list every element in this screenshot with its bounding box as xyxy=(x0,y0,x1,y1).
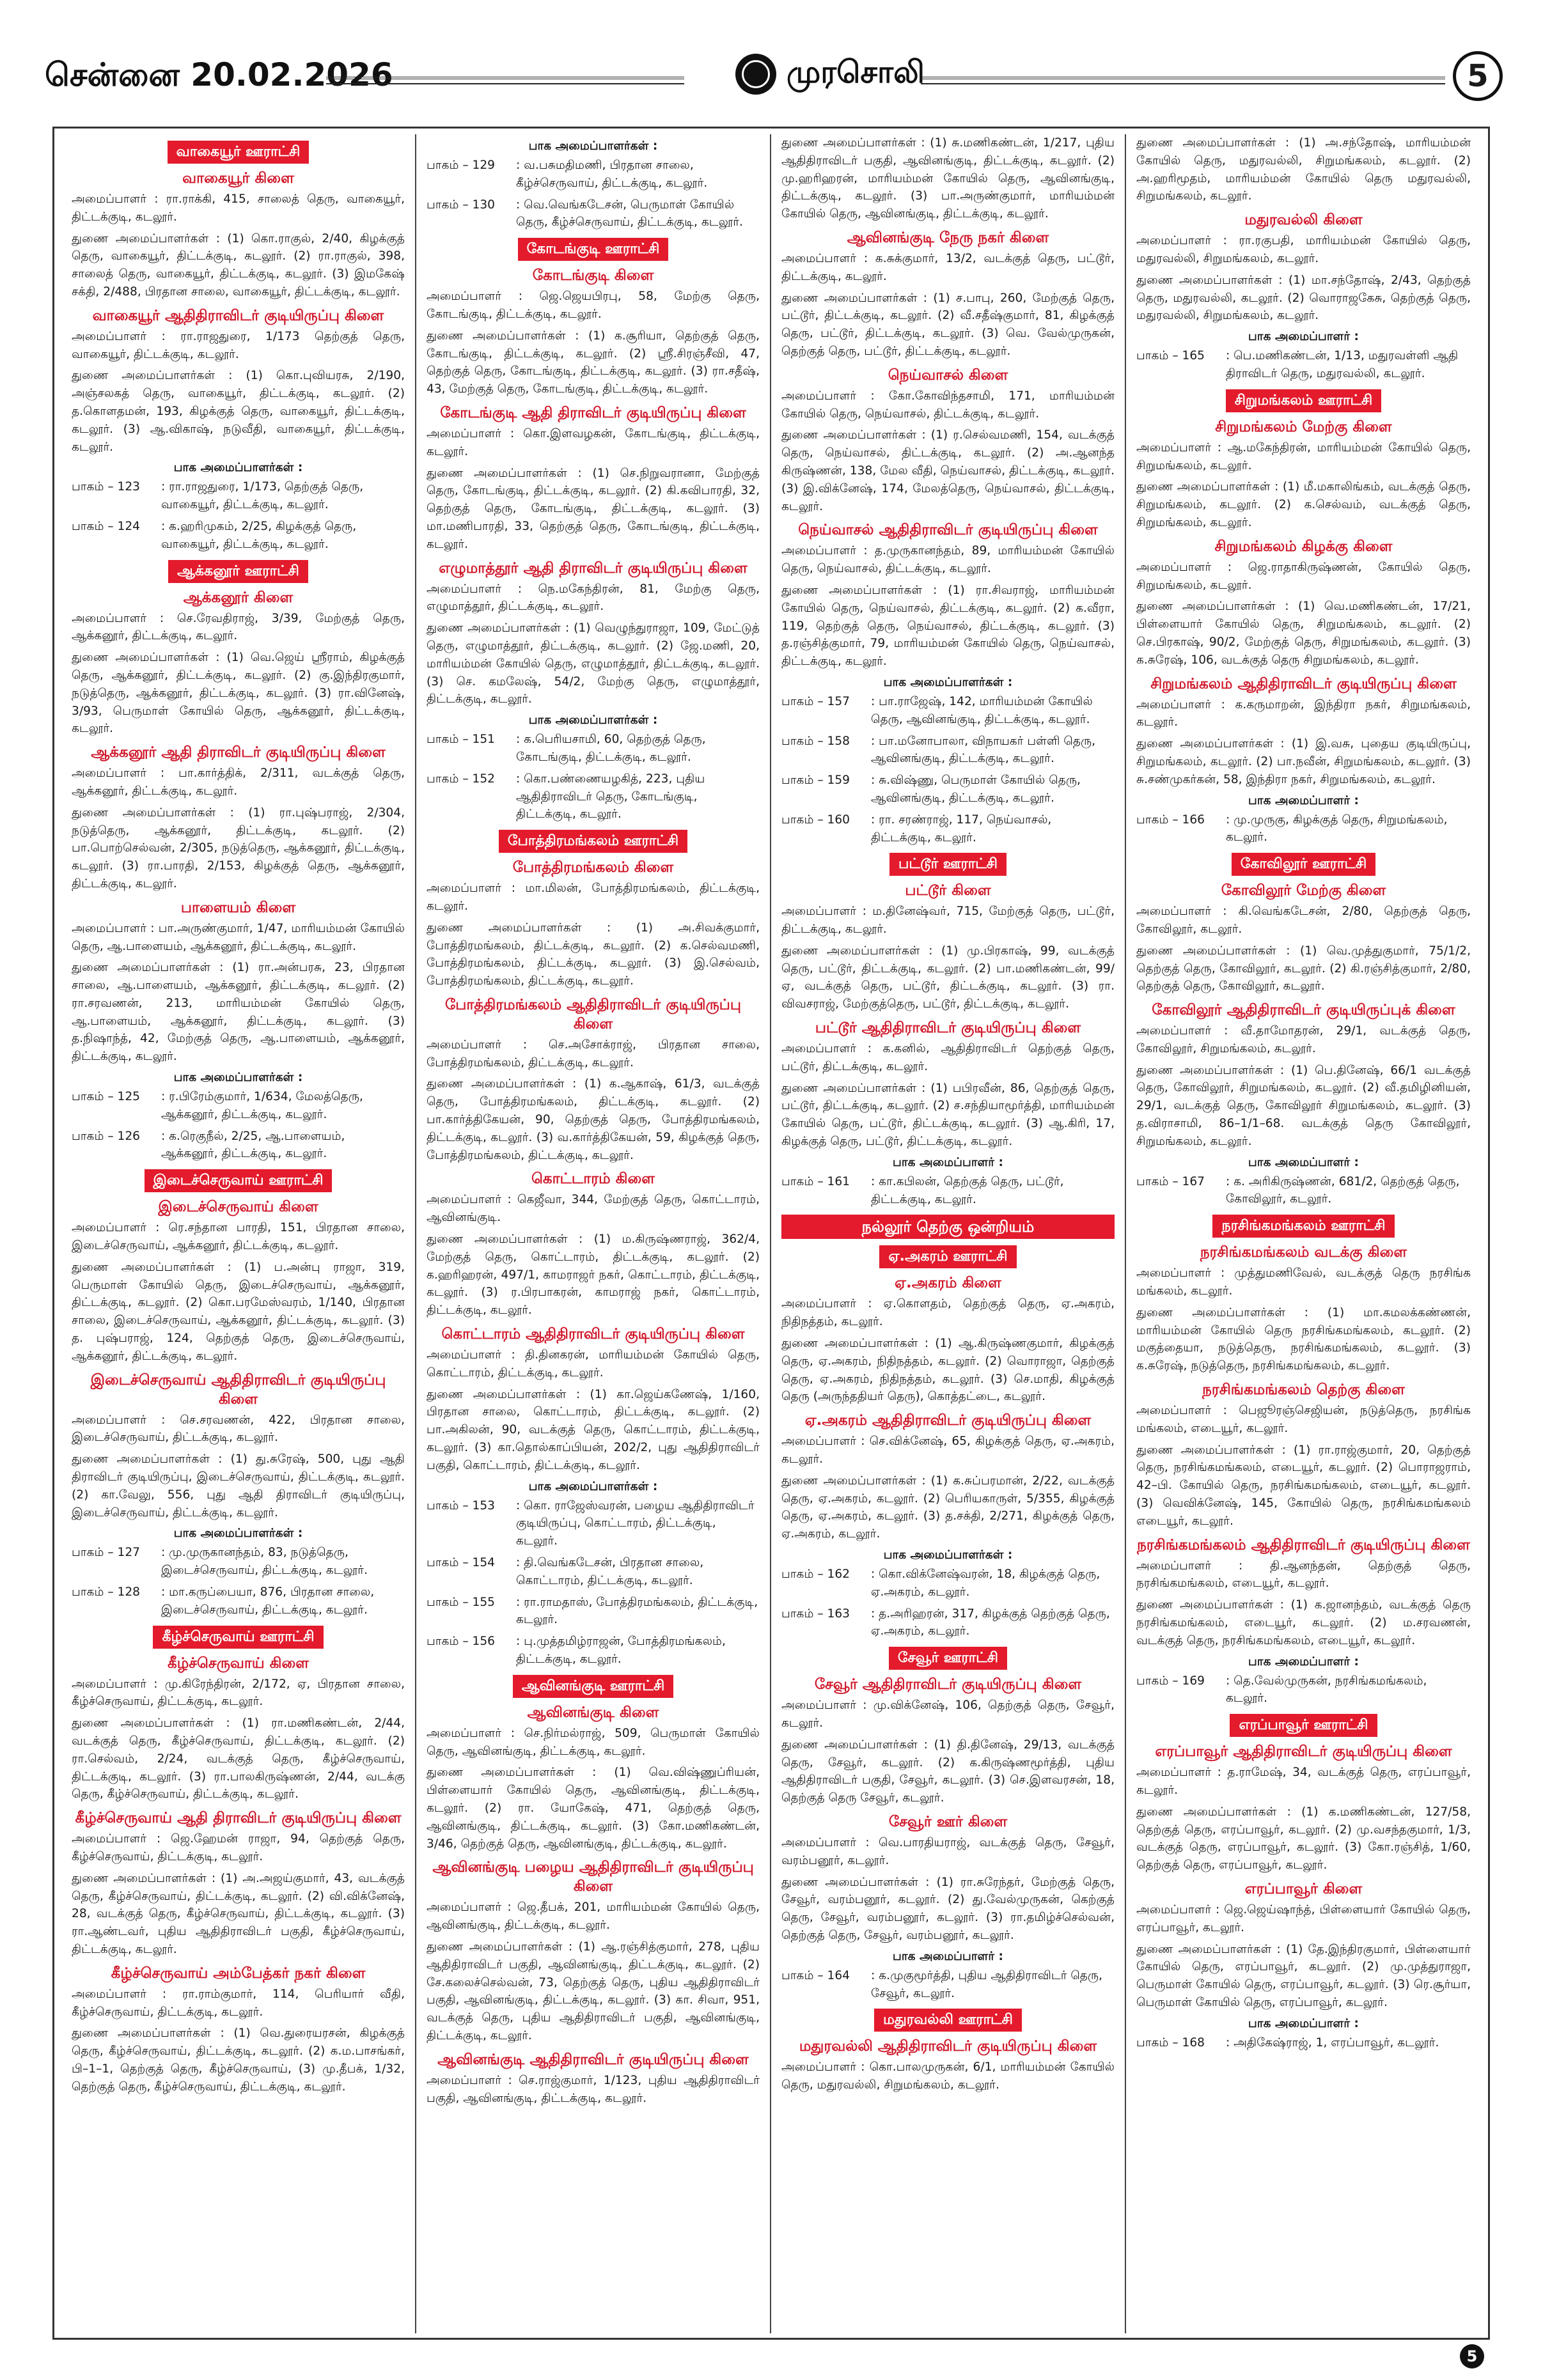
booth-subheading: பாக அமைப்பாளர் : xyxy=(1248,2016,1359,2030)
banner-label: போத்திரமங்கலம் ஊராட்சி xyxy=(499,830,687,853)
listing-paragraph: துணை அமைப்பாளர்கள் : (1) ரா.மணிகண்டன், 2/44, வடக்குத் தெரு, கீழ்ச்செருவாய், திட்டக்குடி, கடலூர். (2) ரா.செல்வம், 2/24, வடக்குத் தெரு, கீழ்ச்செருவாய், திட்டக்குடி, கடலூர். (3) ரா.பாலகிருஷ்ணன், 2/44, வடக்கு தெரு, கீழ்ச்செருவாய், திட்டக்குடி, கடலூர். xyxy=(72,1716,405,1801)
panchayat-banner xyxy=(72,560,405,583)
booth-number: பாகம் – 160 xyxy=(781,813,850,827)
listing-paragraph: துணை அமைப்பாளர்கள் : (1) ரா.புஷ்பராஜ், 2/304, நடுத்தெரு, ஆக்கனூர், திட்டக்குடி, கடலூர். (2) பா.பொற்செல்வன், 2/305, நடுத்தெரு, ஆக்கனூர், திட்டக்குடி, கடலூர். (3) ரா.பாரதி, 2/153, கிழக்குத் தெரு, ஆக்கனூர், திட்டக்குடி, கடலூர். xyxy=(72,805,405,891)
booth-text: : ரா.ராஜதுரை, 1/173, தெற்குத் தெரு, வாகையூர், திட்டக்குடி, கடலூர். xyxy=(161,480,364,512)
branch-heading: ஆவினங்குடி ஆதிதிராவிடர் குடியிருப்பு கிளை xyxy=(437,2051,749,2068)
city-date: சென்னை 20.02.2026 xyxy=(45,56,393,93)
branch-heading: நெய்வாசல் கிளை xyxy=(888,366,1008,384)
booth-number: பாகம் – 166 xyxy=(1136,813,1205,827)
listing-paragraph: அமைப்பாளர் : செ.நிர்மல்ராஜ், 509, பெருமாள் கோயில் தெரு, ஆவினங்குடி, திட்டக்குடி, கடலூர். xyxy=(427,1726,760,1758)
booth-number: பாகம் – 128 xyxy=(72,1585,141,1599)
listing-paragraph: துணை அமைப்பாளர்கள் : (1) வெ.துரையரசன், கிழக்குத் தெரு, கீழ்ச்செருவாய், திட்டக்குடி, கடலூர். (2) க.ம.பாசங்கர், பி–1–1, தெற்குத் தெரு, கீழ்ச்செருவாய், (3) மு.தீபக், 1/32, தெற்குத் தெரு, கீழ்ச்செருவாய், திட்டக்குடி, கடலூர். xyxy=(72,2026,405,2094)
banner-label: ஏ.அகரம் ஊராட்சி xyxy=(879,1245,1016,1268)
panchayat-banner xyxy=(72,1626,405,1649)
listing-paragraph: துணை அமைப்பாளர்கள் : (1) செ.நிறுவரானா, மேற்குத் தெரு, கோடங்குடி, திட்டக்குடி, கடலூர். (2) கி.கவிபாரதி, 32, தெற்குத் தெரு, கோடங்குடி, திட்டக்குடி, கடலூர். (3) மா.மணிபாரதி, 33, தெற்குத் தெரு, கோடங்குடி, திட்டக்குடி, கடலூர். xyxy=(427,466,760,551)
booth-number: பாகம் – 169 xyxy=(1136,1674,1205,1688)
listing-paragraph: அமைப்பாளர் : வீ.தாமோதரன், 29/1, வடக்குத் தெரு, கோவிலூர், சிறுமங்கலம், கடலூர். xyxy=(1136,1024,1471,1055)
branch-heading: எரப்பாவூர் கிளை xyxy=(1244,1880,1363,1897)
listing-paragraph: அமைப்பாளர் : கெஜீவா, 344, மேற்குத் தெரு, கொட்டாரம், ஆவினங்குடி. xyxy=(427,1193,760,1225)
booth-entry xyxy=(72,1128,405,1163)
listing-paragraph: அமைப்பாளர் : ம.தினேஷ்வர், 715, மேற்குத் தெரு, பட்டூர், திட்டக்குடி, கடலூர். xyxy=(781,905,1115,937)
branch-heading: கோவிலூர் மேற்கு கிளை xyxy=(1221,882,1386,899)
listing-paragraph: துணை அமைப்பாளர்கள் : (1) ர.செல்வமணி, 154, வடக்குத் தெரு, நெய்வாசல், திட்டக்குடி, கடலூர். (2) அ.ஆனந்த கிருஷ்ணன், 138, மேல வீதி, நெய்வாசல், திட்டக்குடி, கடலூர். (3) இ.விக்னேஷ், 174, மேலத்தெரு, நெய்வாசல், திட்டக்குடி, கடலூர். xyxy=(781,428,1115,513)
branch-heading: பட்டூர் கிளை xyxy=(905,882,991,899)
listing-paragraph: அமைப்பாளர் : பெஜூரஞ்செஜியன், நடுத்தெரு, நரசிங்க மங்கலம், எடையூர், கடலூர். xyxy=(1136,1404,1471,1435)
booth-entry xyxy=(427,196,760,232)
booth-entry xyxy=(72,1544,405,1580)
booth-text: : வெ.வெங்கடேசன், பெருமாள் கோயில் தெரு, கீழ்ச்செருவாய், திட்டக்குடி, கடலூர். xyxy=(516,198,743,229)
booth-text: : கொ.பண்ணையழகித், 223, புதிய ஆதிதிராவிடர் தெரு, கோடங்குடி, திட்டக்குடி, கடலூர். xyxy=(516,772,705,821)
listing-paragraph: அமைப்பாளர் : பா.கார்த்திக், 2/311, வடக்குத் தெரு, ஆக்கனூர், திட்டக்குடி, கடலூர். xyxy=(72,766,405,798)
booth-entry xyxy=(781,693,1115,729)
booth-text: : பா.ராஜேஷ், 142, மாரியம்மன் கோயில் தெரு, ஆவினங்குடி, திட்டக்குடி, கடலூர். xyxy=(871,694,1093,726)
listing-paragraph: அமைப்பாளர் : ஜெ.ராதாகிருஷ்ணன், கோயில் தெரு, சிறுமங்கலம், கடலூர். xyxy=(1136,560,1471,592)
listing-paragraph: அமைப்பாளர் : க.சுக்குமார், 13/2, வடக்குத் தெரு, பட்டூர், திட்டக்குடி, கடலூர். xyxy=(781,251,1115,283)
listing-paragraph: துணை அமைப்பாளர்கள் : (1) ஆ.ரஞ்சித்குமார், 278, புதிய ஆதிதிராவிடர் பகுதி, ஆவினங்குடி, திட்டக்குடி, கடலூர். (2) சே.கலைச்செல்வன், 73, தெற்குத் தெரு, புதிய ஆதிதிராவிடர் பகுதி, ஆவினங்குடி, திட்டக்குடி, கடலூர். (3) கா. சிவா, 951, வடக்குத் தெரு, புதிய ஆதிதிராவிடர் பகுதி, ஆவினங்குடி, திட்டக்குடி, கடலூர். xyxy=(427,1940,760,2042)
booth-entry xyxy=(427,731,760,766)
branch-heading: கொட்டாரம் கிளை xyxy=(531,1171,655,1188)
booth-number: பாகம் – 157 xyxy=(781,694,850,708)
banner-label: நல்லூர் தெற்கு ஒன்றியம் xyxy=(781,1215,1115,1239)
panchayat-banner xyxy=(781,853,1115,876)
booth-entry xyxy=(72,518,405,554)
listing-paragraph: துணை அமைப்பாளர்கள் : (1) சு.மணிகண்டன், 1/217, புதிய ஆதிதிராவிடர் பகுதி, ஆவினங்குடி, திட்டக்குடி, கடலூர். (2) மு.ஹரிஹரன், மாரியம்மன் கோயில் தெரு, ஆவினங்குடி, திட்டக்குடி, கடலூர். (3) பா.அருண்குமார், மாரியம்மன் கோயில் தெரு, ஆவினங்குடி, திட்டக்குடி, கடலூர். xyxy=(781,136,1115,221)
booth-number: பாகம் – 125 xyxy=(72,1090,141,1104)
listing-paragraph: அமைப்பாளர் : ஏ.கொளதம், தெற்குத் தெரு, ஏ.அகரம், நிதிநத்தம், கடலூர். xyxy=(781,1297,1115,1329)
booth-entry xyxy=(72,478,405,514)
booth-number: பாகம் – 168 xyxy=(1136,2035,1205,2049)
booth-text: : சு.விஷ்ணு, பெருமாள் கோயில் தெரு, ஆவினங்குடி, திட்டக்குடி, கடலூர். xyxy=(871,774,1081,805)
booth-subheading: பாக அமைப்பாளர்கள் : xyxy=(528,1479,658,1493)
listing-paragraph: துணை அமைப்பாளர்கள் : (1) கா.ஜெய்கணேஷ், 1/160, பிரதான சாலை, கொட்டாரம், திட்டக்குடி, கடலூர். (2) பா.அகிலன், 90, வடக்குத் தெரு, கொட்டாரம், திட்டக்குடி, கடலூர். (3) கா.தொல்காப்பியன், 202/2, புது ஆதிதிராவிடர் பகுதி, கொட்டாரம், திட்டக்குடி, கடலூர். xyxy=(427,1387,760,1472)
branch-heading: கோடங்குடி கிளை xyxy=(532,267,654,284)
banner-label: கீழ்ச்செருவாய் ஊராட்சி xyxy=(153,1626,323,1649)
booth-number: பாகம் – 130 xyxy=(427,198,496,212)
branch-heading: கீழ்ச்செருவாய் ஆதி திராவிடர் குடியிருப்பு கிளை xyxy=(75,1810,402,1827)
booth-text: : கா.கபிலன், தெற்குத் தெரு, பட்டூர், திட்டக்குடி, கடலூர். xyxy=(871,1174,1064,1206)
banner-label: வாகையூர் ஊராட்சி xyxy=(168,141,309,164)
listing-paragraph: அமைப்பாளர் : பா.அருண்குமார், 1/47, மாரியம்மன் கோயில் தெரு, ஆ.பாளையம், ஆக்கனூர், திட்டக்குடி, கடலூர். xyxy=(72,921,405,953)
banner-label: ஆக்கனூர் ஊராட்சி xyxy=(168,560,308,583)
booth-text: : பு.முத்தமிழ்ராஜன், போத்திரமங்கலம், திட்டக்குடி, கடலூர். xyxy=(516,1635,726,1666)
listing-paragraph: துணை அமைப்பாளர்கள் : (1) மா.கமலக்கண்ணன், மாரியம்மன் கோயில் தெரு நரசிங்கமங்கலம், கடலூர். (2) மகுத்தையா, நடுத்தெரு, நரசிங்கமங்கலம், கடலூர். (3) க.சுரேஷ், நடுத்தெரு, நரசிங்கமங்கலம், கடலூர். xyxy=(1136,1305,1471,1373)
booth-number: பாகம் – 164 xyxy=(781,1968,850,1982)
listing-paragraph: துணை அமைப்பாளர்கள் : (1) க.ஆகாஷ், 61/3, வடக்குத் தெரு, போத்திரமங்கலம், திட்டக்குடி, கடலூர். (2) பா.கார்த்திகேயன், 90, தெற்குத் தெரு, போத்திரமங்கலம், திட்டக்குடி, கடலூர். (3) வ.கார்த்திகேயன், 59, கிழக்குத் தெரு, போத்திரமங்கலம், திட்டக்குடி, கடலூர். xyxy=(427,1077,760,1162)
booth-text: : த.அரிஹரன், 317, கிழக்குத் தெற்குத் தெரு, ஏ.அகரம், கடலூர். xyxy=(871,1606,1110,1638)
branch-heading: மதுரவல்லி கிளை xyxy=(1244,212,1363,229)
booth-text: : ரா. சரண்ராஜ், 117, நெய்வாசல், திட்டக்குடி, கடலூர். xyxy=(871,813,1052,844)
listing-paragraph: துணை அமைப்பாளர்கள் : (1) மா.சந்தோஷ், 2/43, தெற்குத் தெரு, மதுரவல்லி, கடலூர். (2) வொராஜகேசு, தெற்குத் தெரு, மதுரவல்லி, சிறுமங்கலம், கடலூர். xyxy=(1136,273,1471,323)
booth-text: : க.முகுமூர்த்தி, புதிய ஆதிதிராவிடர் தெரு, சேவூர், கடலூர். xyxy=(871,1968,1103,2000)
listing-paragraph: அமைப்பாளர் : ஜெ.தீபக், 201, மாரியம்மன் கோயில் தெரு, ஆவினங்குடி, திட்டக்குடி, கடலூர். xyxy=(427,1901,760,1933)
listing-paragraph: துணை அமைப்பாளர்கள் : (1) வெ.மணிகண்டன், 17/21, பிள்ளையார் கோயில் தெரு, சிறுமங்கலம், கடலூர். (2) செ.பிரகாஷ், 90/2, மேற்குத் தெரு, சிறுமங்கலம், கடலூர். (3) க.சுரேஷ், 106, வடக்குத் தெரு சிறுமங்கலம், கடலூர். xyxy=(1136,600,1471,667)
booth-entry xyxy=(781,1566,1115,1601)
booth-number: பாகம் – 151 xyxy=(427,733,496,747)
branch-heading: சேவூர் ஊர் கிளை xyxy=(888,1813,1008,1830)
booth-number: பாகம் – 163 xyxy=(781,1606,850,1621)
branch-heading: மதுரவல்லி ஆதிதிராவிடர் குடியிருப்பு கிளை xyxy=(799,2038,1097,2055)
listing-paragraph: அமைப்பாளர் : ரா.ராம்குமார், 114, பெரியார் வீதி, கீழ்ச்செருவாய், திட்டக்குடி, கடலூர். xyxy=(72,1987,405,2019)
booth-number: பாகம் – 162 xyxy=(781,1567,850,1582)
banner-label: மதுரவல்லி ஊராட்சி xyxy=(874,2009,1022,2032)
booth-text: : பெ.மணிகண்டன், 1/13, மதுரவள்ளி ஆதி திராவிடர் தெரு, மதுரவல்லி, கடலூர். xyxy=(1226,349,1459,380)
listing-paragraph: அமைப்பாளர் : கொ.பாலமுருகன், 6/1, மாரியம்மன் கோயில் தெரு, மதுரவல்லி, சிறுமங்கலம், கடலூர். xyxy=(781,2060,1115,2092)
listing-paragraph: அமைப்பாளர் : தி.ஆனந்தன், தெற்குத் தெரு, நரசிங்கமங்கலம், எடையூர், கடலூர். xyxy=(1136,1559,1471,1591)
booth-number: பாகம் – 154 xyxy=(427,1556,496,1570)
branch-heading: போத்திரமங்கலம் ஆதிதிராவிடர் குடியிருப்பு கிளை xyxy=(444,996,742,1032)
banner-label: எரப்பாவூர் ஊராட்சி xyxy=(1230,1714,1377,1737)
union-banner xyxy=(781,1215,1115,1239)
listing-paragraph: துணை அமைப்பாளர்கள் : (1) இ.வசு, புதைய குடியிருப்பு, சிறுமங்கலம், கடலூர். (2) பா.நவீன், சிறுமங்கலம், கடலூர். (3) சு.சண்முகர்கன், 58, இந்திரா நகர், சிறுமங்கலம், கடலூர். xyxy=(1136,737,1471,786)
booth-text: : கொ.விக்னேஷ்வரன், 18, கிழக்குத் தெரு, ஏ.அகரம், கடலூர். xyxy=(871,1567,1100,1599)
booth-number: பாகம் – 152 xyxy=(427,772,496,786)
booth-number: பாகம் – 158 xyxy=(781,734,850,748)
booth-entry xyxy=(1136,1672,1471,1708)
booth-number: பாகம் – 129 xyxy=(427,159,496,172)
booth-entry xyxy=(781,733,1115,768)
banner-label: சிறுமங்கலம் ஊராட்சி xyxy=(1226,389,1382,412)
listing-paragraph: துணை அமைப்பாளர்கள் : (1) கொ.புவியரசு, 2/190, அஞ்சலகத் தெரு, வாகையூர், திட்டக்குடி, கடலூர். (2) த.கொளதமன், 193, கிழக்குத் தெரு, வாகையூர், திட்டக்குடி, கடலூர். (3) ஆ.விகாஷ், நடுவீதி, வாகையூர், திட்டக்குடி, கடலூர். xyxy=(72,369,405,454)
booth-subheading: பாக அமைப்பாளர் : xyxy=(1248,1155,1359,1169)
booth-text: : ரா.ராமதாஸ், போத்திரமங்கலம், திட்டக்குடி, கடலூர். xyxy=(516,1595,758,1627)
listing-paragraph: துணை அமைப்பாளர்கள் : (1) வெழுந்துராஜா, 109, மேட்டுத் தெரு, எழுமாத்தூர், திட்டக்குடி, கடலூர். (2) ஜே.மணி, 20, மாரியம்மன் கோயில் தெரு, எழுமாத்தூர், திட்டக்குடி, கடலூர். (3) செ. கமலேஷ், 54/2, மேற்கு தெரு, எழுமாத்தூர், திட்டக்குடி, கடலூர். xyxy=(427,621,760,706)
booth-number: பாகம் – 161 xyxy=(781,1174,850,1188)
panchayat-banner xyxy=(427,830,760,853)
branch-heading: கொட்டாரம் ஆதிதிராவிடர் குடியிருப்பு கிளை xyxy=(441,1326,745,1343)
booth-text: : வ.பசுமதிமணி, பிரதான சாலை, கீழ்ச்செருவாய், திட்டக்குடி, கடலூர். xyxy=(516,159,708,190)
column-3 xyxy=(771,134,1126,2333)
column-4 xyxy=(1126,134,1481,2333)
listing-paragraph: அமைப்பாளர் : கோ.கோவிந்தசாமி, 171, மாரியம்மன் கோயில் தெரு, நெய்வாசல், திட்டக்குடி, கடலூர். xyxy=(781,389,1115,421)
booth-subheading: பாக அமைப்பாளர்கள் : xyxy=(173,1071,303,1085)
booth-number: பாகம் – 124 xyxy=(72,519,141,533)
listing-paragraph: துணை அமைப்பாளர்கள் : (1) ச.பாபு, 260, மேற்குத் தெரு, பட்டூர், திட்டக்குடி, கடலூர். (2) வீ.சதீஷ்குமார், 81, கிழக்குத் தெரு, பட்டூர், திட்டக்குடி, கடலூர். (3) வெ. வேல்முருகன், தெற்குத் தெரு, பட்டூர், திட்டக்குடி, கடலூர். xyxy=(781,291,1115,358)
listing-paragraph: அமைப்பாளர் : ஜெ.ஜெயபிரபு, 58, மேற்கு தெரு, கோடங்குடி, திட்டக்குடி, கடலூர். xyxy=(427,290,760,321)
booth-subheading: பாக அமைப்பாளர்கள் : xyxy=(883,1548,1013,1562)
branch-heading: கோவிலூர் ஆதிதிராவிடர் குடியிருப்புக் கிளை xyxy=(1152,1002,1455,1019)
listing-paragraph: அமைப்பாளர் : க.கனில், ஆதிதிராவிடர் தெற்குத் தெரு, பட்டூர், திட்டக்குடி, கடலூர். xyxy=(781,1042,1115,1073)
booth-subheading: பாக அமைப்பாளர்கள் : xyxy=(883,675,1013,689)
booth-text: : தெ.வேல்முருகன், நரசிங்கமங்கலம், கடலூர். xyxy=(1226,1674,1427,1706)
banner-label: ஆவினங்குடி ஊராட்சி xyxy=(513,1675,673,1698)
listing-paragraph: அமைப்பாளர் : கொ.இளவழகன், கோடங்குடி, திட்டக்குடி, கடலூர். xyxy=(427,426,760,458)
panchayat-banner xyxy=(1136,1714,1471,1737)
branch-heading: இடைச்செருவாய் ஆதிதிராவிடர் குடியிருப்பு கிளை xyxy=(90,1371,386,1408)
listing-paragraph: துணை அமைப்பாளர்கள் : (1) தி.தினேஷ், 29/13, வடக்குத் தெரு, சேவூர், கடலூர். (2) க.கிருஷ்ணமூர்த்தி, புதிய ஆதிதிராவிடர் பகுதி, சேவூர், கடலூர். (3) செ.இளவரசன், 18, தெற்குத் தெரு சேவூர், கடலூர். xyxy=(781,1738,1115,1805)
listing-paragraph: அமைப்பாளர் : கி.வெங்கடேசன், 2/80, தெற்குத் தெரு, கோவிலூர், கடலூர். xyxy=(1136,905,1471,936)
booth-entry xyxy=(427,1554,760,1590)
column-1 xyxy=(61,134,416,2333)
panchayat-banner xyxy=(427,1675,760,1698)
listing-paragraph: துணை அமைப்பாளர்கள் : (1) வெ.விஷ்ணுப்ரியன், பிள்ளையார் கோயில் தெரு, ஆவினங்குடி, திட்டக்குடி, கடலூர். (2) ரா. யோகேஷ், 471, தெற்குத் தெரு, ஆவினங்குடி, திட்டக்குடி, கடலூர். (3) கோ.மணிகண்டன், 3/46, தெற்குத் தெரு, ஆவினங்குடி, திட்டக்குடி, கடலூர். xyxy=(427,1766,760,1851)
panchayat-banner xyxy=(72,141,405,164)
booth-text: : மா.கருப்பையா, 876, பிரதான சாலை, இடைச்செருவாய், திட்டக்குடி, கடலூர். xyxy=(161,1585,375,1617)
listing-paragraph: துணை அமைப்பாளர்கள் : (1) அ.அஜய்குமார், 43, வடக்குத் தெரு, கீழ்ச்செருவாய், திட்டக்குடி, கடலூர். (2) வி.விக்னேஷ், 28, வடக்குத் தெரு, கீழ்ச்செருவாய், திட்டக்குடி, கடலூர். (3) ரா.ஆண்டவர், புதிய ஆதிதிராவிடர் பகுதி, கீழ்ச்செருவாய், திட்டக்குடி, கடலூர். xyxy=(72,1871,405,1956)
panchayat-banner xyxy=(1136,853,1471,876)
branch-heading: கோடங்குடி ஆதி திராவிடர் குடியிருப்பு கிளை xyxy=(440,404,746,421)
branch-heading: கீழ்ச்செருவாய் அம்பேத்கர் நகர் கிளை xyxy=(111,1964,366,1982)
booth-entry xyxy=(781,772,1115,807)
booth-number: பாகம் – 123 xyxy=(72,480,141,494)
panchayat-banner xyxy=(72,1169,405,1192)
booth-number: பாகம் – 167 xyxy=(1136,1174,1205,1188)
branch-heading: போத்திரமங்கலம் கிளை xyxy=(512,859,674,876)
listing-paragraph: துணை அமைப்பாளர்கள் : (1) கொ.ராகுல், 2/40, கிழக்குத் தெரு, வாகையூர், திட்டக்குடி, கடலூர். (2) ரா.ராகுல், 398, சாலைத் தெரு, வாகையூர், திட்டக்குடி, கடலூர். (3) இமகேஷ் சக்தி, 2/488, பிரதான சாலை, வாகையூர், திட்டக்குடி, கடலூர். xyxy=(72,231,405,299)
listing-paragraph: அமைப்பாளர் : ரா.ரகுபதி, மாரியம்மன் கோயில் தெரு, மதுரவல்லி, சிறுமங்கலம், கடலூர். xyxy=(1136,234,1471,265)
listing-paragraph: துணை அமைப்பாளர்கள் : (1) பபிரவீன், 86, தெற்குத் தெரு, பட்டூர், திட்டக்குடி, கடலூர். (2) ச.சந்தியாமூர்த்தி, மாரியம்மன் கோயில் தெரு, பட்டூர், திட்டக்குடி, கடலூர். (3) ஆ.கிரி, 17, கிழக்குத் தெரு, பட்டூர், திட்டக்குடி, கடலூர். xyxy=(781,1081,1115,1149)
listing-paragraph: அமைப்பாளர் : மா.மிலன், போத்திரமங்கலம், திட்டக்குடி, கடலூர். xyxy=(427,882,760,913)
banner-label: பட்டூர் ஊராட்சி xyxy=(889,853,1006,876)
masthead-rule-right xyxy=(921,77,1445,84)
branch-heading: சிறுமங்கலம் மேற்கு கிளை xyxy=(1215,418,1392,435)
masthead xyxy=(38,51,1503,109)
panchayat-banner xyxy=(1136,389,1471,412)
listing-paragraph: அமைப்பாளர் : ரா.ராக்கி, 415, சாலைத் தெரு, வாகையூர், திட்டக்குடி, கடலூர். xyxy=(72,192,405,224)
booth-entry xyxy=(72,1583,405,1619)
booth-entry xyxy=(781,1173,1115,1209)
branch-heading: சிறுமங்கலம் ஆதிதிராவிடர் குடியிருப்பு கிளை xyxy=(1150,675,1457,692)
panchayat-banner xyxy=(781,1647,1115,1670)
listing-paragraph: துணை அமைப்பாளர்கள் : (1) க.சூரியா, தெற்குத் தெரு, கோடங்குடி, திட்டக்குடி, கடலூர். (2) ஸ்ரீ.சிரஞ்சீவி, 47, தெற்குத் தெரு, கோடங்குடி, திட்டக்குடி, கடலூர். (3) ரா.சதீஷ், 43, மேற்குத் தெரு, கோடங்குடி, திட்டக்குடி, கடலூர். xyxy=(427,329,760,396)
booth-subheading: பாக அமைப்பாளர்கள் : xyxy=(528,713,658,727)
listing-paragraph: துணை அமைப்பாளர்கள் : (1) ரா.சிவராஜ், மாரியம்மன் கோயில் தெரு, நெய்வாசல், திட்டக்குடி, கடலூர். (2) க.வீரா, 119, தெற்குத் தெரு, நெய்வாசல், திட்டக்குடி, கடலூர். (3) த.ரஞ்சித்குமார், 79, மாரியம்மன் கோயில் தெரு, நெய்வாசல், திட்டக்குடி, கடலூர். xyxy=(781,583,1115,669)
branch-heading: ஏ.அகரம் ஆதிதிராவிடர் குடியிருப்பு கிளை xyxy=(804,1412,1092,1429)
branch-heading: ஆவினங்குடி நேரு நகர் கிளை xyxy=(847,229,1049,246)
masthead-rule-left xyxy=(326,77,684,84)
listing-paragraph: அமைப்பாளர் : ரெ.சந்தான பாரதி, 151, பிரதான சாலை, இடைச்செருவாய், ஆக்கனூர், திட்டக்குடி, கடலூர். xyxy=(72,1221,405,1253)
branch-heading: பாளையம் கிளை xyxy=(180,899,296,916)
banner-label: கோவிலூர் ஊராட்சி xyxy=(1232,853,1376,876)
listing-paragraph: அமைப்பாளர் : மு.விக்னேஷ், 106, தெற்குத் தெரு, சேவூர், கடலூர். xyxy=(781,1699,1115,1730)
listing-paragraph: துணை அமைப்பாளர்கள் : (1) வெ.ஜெய் ஸ்ரீராம், கிழக்குத் தெரு, ஆக்கனூர், திட்டக்குடி, கடலூர். (2) கு.இந்திரகுமார், நடுத்தெரு, ஆக்கனூர், திட்டக்குடி, கடலூர். (3) ரா.வினேஷ், 3/93, பெருமாள் கோயில் தெரு, ஆக்கனூர், திட்டக்குடி, கடலூர். xyxy=(72,651,405,736)
footer-page-number: 5 xyxy=(1460,2344,1484,2368)
booth-text: : க. அரிகிருஷ்ணன், 681/2, தெற்குத் தெரு, கோவிலூர், கடலூர். xyxy=(1226,1174,1460,1206)
booth-subheading: பாக அமைப்பாளர் : xyxy=(1248,793,1359,807)
branch-heading: எழுமாத்தூர் ஆதி திராவிடர் குடியிருப்பு கிளை xyxy=(439,559,748,577)
booth-text: : பா.மனோபாலா, விநாயகர் பள்ளி தெரு, ஆவினங்குடி, திட்டக்குடி, கடலூர். xyxy=(871,734,1096,766)
listing-paragraph: துணை அமைப்பாளர்கள் : (1) ஆ.கிருஷ்ணகுமார், கிழக்குத் தெரு, ஏ.அகரம், நிதிநத்தம், கடலூர். (2) வொராஜா, தெற்குத் தெரு, ஏ.அகரம், நிதிநத்தம், கடலூர். (3) செ.மாதி, கிழக்குத் தெரு (அருந்ததியர் தெரு), கொத்தட்டை, கடலூர். xyxy=(781,1337,1115,1404)
booth-entry xyxy=(781,811,1115,847)
article-columns xyxy=(61,134,1481,2333)
banner-label: சேவூர் ஊராட்சி xyxy=(889,1647,1007,1670)
page-number-badge: 5 xyxy=(1453,51,1503,101)
booth-number: பாகம் – 153 xyxy=(427,1498,496,1513)
listing-paragraph: துணை அமைப்பாளர்கள் : (1) ரா.சுரேந்தர், மேற்குத் தெரு, சேவூர், வரம்பனூர், கடலூர். (2) து.வேல்முருகன், கெற்குத் தெரு, சேவூர், வரம்பனூர், கடலூர். (3) ரா.தமிழ்ச்செல்வன், தெற்குத் தெரு, சேவூர், வரம்பனூர், கடலூர். xyxy=(781,1875,1115,1942)
listing-paragraph: அமைப்பாளர் : வெ.பாரதியராஜ், வடக்குத் தெரு, சேவூர், வரம்பனூர், கடலூர். xyxy=(781,1835,1115,1867)
newspaper-logo xyxy=(735,54,925,95)
listing-paragraph: அமைப்பாளர் : ஜெ.ஜெய்ஷாந்த், பிள்ளையார் கோயில் தெரு, எரப்பாவூர், கடலூர். xyxy=(1136,1902,1471,1934)
listing-paragraph: அமைப்பாளர் : ஜெ.ஹேமன் ராஜா, 94, தெற்குத் தெரு, கீழ்ச்செருவாய், திட்டக்குடி, கடலூர். xyxy=(72,1832,405,1863)
booth-entry xyxy=(427,1633,760,1668)
booth-entry xyxy=(72,1088,405,1124)
branch-heading: ஆக்கனூர் ஆதி திராவிடர் குடியிருப்பு கிளை xyxy=(91,744,386,761)
listing-paragraph: அமைப்பாளர் : செ.அசோக்ராஜ், பிரதான சாலை, போத்திரமங்கலம், திட்டக்குடி, கடலூர். xyxy=(427,1038,760,1069)
listing-paragraph: துணை அமைப்பாளர்கள் : (1) க.மணிகண்டன், 127/58, தெற்குத் தெரு, எரப்பாவூர், கடலூர். (2) மு.வசந்தகுமார், 1/3, வடக்குத் தெரு, எரப்பாவூர், கடலூர். (3) கோ.ரஞ்சித், 1/60, தெற்குத் தெரு, எரப்பாவூர், கடலூர். xyxy=(1136,1805,1471,1872)
booth-text: : கொ. ராஜேஸ்வரன், பழைய ஆதிதிராவிடர் குடியிருப்பு, கொட்டாரம், திட்டக்குடி, கடலூர். xyxy=(516,1498,755,1548)
booth-entry xyxy=(1136,347,1471,383)
listing-paragraph: துணை அமைப்பாளர்கள் : (1) மீ.மகாலிங்கம், வடக்குத் தெரு, சிறுமங்கலம், கடலூர். (2) க.செல்வம், வடக்குத் தெரு, சிறுமங்கலம், கடலூர். xyxy=(1136,480,1471,529)
panchayat-banner xyxy=(781,2009,1115,2032)
booth-entry xyxy=(1136,811,1471,847)
panchayat-banner xyxy=(427,238,760,261)
booth-entry xyxy=(781,1605,1115,1641)
newspaper-name: முரசொலி xyxy=(787,54,925,90)
branch-heading: ஆவினங்குடி பழைய ஆதிதிராவிடர் குடியிருப்பு கிளை xyxy=(432,1859,754,1895)
booth-entry xyxy=(427,157,760,192)
booth-subheading: பாக அமைப்பாளர்கள் : xyxy=(528,139,658,153)
panchayat-banner xyxy=(1136,1215,1471,1238)
listing-paragraph: அமைப்பாளர் : செ.ரேவதிராஜ், 3/39, மேற்குத் தெரு, ஆக்கனூர், திட்டக்குடி, கடலூர். xyxy=(72,611,405,643)
booth-entry xyxy=(781,1967,1115,2003)
branch-heading: கீழ்ச்செருவாய் கிளை xyxy=(167,1654,309,1672)
listing-paragraph: துணை அமைப்பாளர்கள் : (1) ரா.அன்பரசு, 23, பிரதான சாலை, ஆ.பாளையம், ஆக்கனூர், திட்டக்குடி, கடலூர். (2) ரா.சரவணன், 213, மாரியம்மன் கோயில் தெரு, ஆ.பாளையம், ஆக்கனூர், திட்டக்குடி, கடலூர். (3) த.நிஷாந்த், 42, மேற்குத் தெரு, ஆ.பாளையம், ஆக்கனூர், திட்டக்குடி, கடலூர். xyxy=(72,961,405,1064)
booth-subheading: பாக அமைப்பாளர் : xyxy=(893,1155,1003,1169)
listing-paragraph: துணை அமைப்பாளர்கள் : (1) மு.பிரகாஷ், 99, வடக்குத் தெரு, பட்டூர், திட்டக்குடி, கடலூர். (2) பா.மணிகண்டன், 99/ஏ, வடக்குத் தெரு, பட்டூர், திட்டக்குடி, கடலூர். (3) ரா. விவசராஜ், மேற்குத்தெரு, பட்டூர், திட்டக்குடி, கடலூர். xyxy=(781,944,1115,1011)
branch-heading: நரசிங்கமங்கலம் தெற்கு கிளை xyxy=(1202,1381,1405,1399)
booth-text: : மு.முருகானந்தம், 83, நடுத்தெரு, இடைச்செருவாய், திட்டக்குடி, கடலூர். xyxy=(161,1546,368,1578)
listing-paragraph: துணை அமைப்பாளர்கள் : (1) பெ.தினேஷ், 66/1 வடக்குத் தெரு, கோவிலூர், சிறுமங்கலம், கடலூர். (2) வீ.தமிழினியன், 29/1, வடக்குத் தெரு, கோவிலூர் சிறுமங்கலம், கடலூர். (3) த.விராசாமி, 86–1/1–68. வடக்குத் தெரு கோவிலூர், சிறுமங்கலம், கடலூர். xyxy=(1136,1063,1471,1148)
listing-paragraph: அமைப்பாளர் : தி.தினகரன், மாரியம்மன் கோயில் தெரு, கொட்டாரம், திட்டக்குடி, கடலூர். xyxy=(427,1348,760,1380)
listing-paragraph: துணை அமைப்பாளர்கள் : (1) ப.அன்பு ராஜா, 319, பெருமாள் கோயில் தெரு, இடைச்செருவாய், ஆக்கனூர், திட்டக்குடி, கடலூர். (2) கொ.பரமேஸ்வரம், 1/140, பிரதான சாலை, இடைச்செருவாய், ஆக்கனூர், திட்டக்குடி, கடலூர். (3) த. புஷ்பராஜ், 124, தெற்குத் தெரு, இடைச்செருவாய், ஆக்கனூர், திட்டக்குடி, கடலூர். xyxy=(72,1260,405,1363)
branch-heading: சிறுமங்கலம் கிழக்கு கிளை xyxy=(1214,538,1393,555)
booth-number: பாகம் – 165 xyxy=(1136,349,1205,363)
booth-text: : ர.பிரேம்குமார், 1/634, மேலத்தெரு, ஆக்கனூர், திட்டக்குடி, கடலூர். xyxy=(161,1090,363,1121)
listing-paragraph: துணை அமைப்பாளர்கள் : (1) க.ஜானந்தம், வடக்குத் தெரு நரசிங்கமங்கலம், எடையூர், கடலூர். (2) ம.சரவணன், வடக்குத் தெரு, நரசிங்கமங்கலம், எடையூர், கடலூர். xyxy=(1136,1598,1471,1647)
banner-label: கோடங்குடி ஊராட்சி xyxy=(518,238,669,261)
listing-paragraph: துணை அமைப்பாளர்கள் : (1) து.சுரேஷ், 500, புது ஆதி திராவிடர் குடியிருப்பு, இடைச்செருவாய், திட்டக்குடி, கடலூர். (2) கா.வேலு, 556, புது ஆதி திராவிடர் குடியிருப்பு, இடைச்செருவாய், திட்டக்குடி, கடலூர். xyxy=(72,1452,405,1520)
booth-text: : தி.வெங்கடேசன், பிரதான சாலை, கொட்டாரம், திட்டக்குடி, கடலூர். xyxy=(516,1556,704,1587)
listing-paragraph: அமைப்பாளர் : ஆ.மகேந்திரன், மாரியம்மன் கோயில் தெரு, சிறுமங்கலம், கடலூர். xyxy=(1136,440,1471,472)
listing-paragraph: அமைப்பாளர் : செ.ராஜ்குமார், 1/123, புதிய ஆதிதிராவிடர் பகுதி, ஆவினங்குடி, திட்டக்குடி, கடலூர். xyxy=(427,2073,760,2105)
booth-text: : க.ஹரிமுகம், 2/25, கிழக்குத் தெரு, வாகையூர், திட்டக்குடி, கடலூர். xyxy=(161,519,357,551)
branch-heading: பட்டூர் ஆதிதிராவிடர் குடியிருப்பு கிளை xyxy=(815,1020,1081,1037)
branch-heading: வாகையூர் கிளை xyxy=(182,170,294,187)
branch-heading: ஆவினங்குடி கிளை xyxy=(527,1704,659,1721)
listing-paragraph: அமைப்பாளர் : த.முருகானந்தம், 89, மாரியம்மன் கோயில் தெரு, நெய்வாசல், திட்டக்குடி, கடலூர். xyxy=(781,544,1115,576)
booth-subheading: பாக அமைப்பாளர் : xyxy=(893,1949,1003,1963)
booth-subheading: பாக அமைப்பாளர்கள் : xyxy=(173,1527,303,1541)
branch-heading: எரப்பாவூர் ஆதிதிராவிடர் குடியிருப்பு கிளை xyxy=(1155,1743,1452,1761)
branch-heading: ஆக்கனூர் கிளை xyxy=(183,589,294,606)
branch-heading: இடைச்செருவாய் கிளை xyxy=(158,1199,318,1216)
booth-entry xyxy=(427,1497,760,1550)
listing-paragraph: அமைப்பாளர் : க.கருமாறன், இந்திரா நகர், சிறுமங்கலம், கடலூர். xyxy=(1136,697,1471,729)
booth-number: பாகம் – 127 xyxy=(72,1546,141,1560)
banner-label: நரசிங்கமங்கலம் ஊராட்சி xyxy=(1212,1215,1394,1238)
listing-paragraph: அமைப்பாளர் : த.ராமேஷ், 34, வடக்குத் தெரு, எரப்பாவூர், கடலூர். xyxy=(1136,1766,1471,1797)
branch-heading: சேவூர் ஆதிதிராவிடர் குடியிருப்பு கிளை xyxy=(814,1676,1082,1693)
booth-text: : க.ரெகுநீல், 2/25, ஆ.பாளையம், ஆக்கனூர், திட்டக்குடி, கடலூர். xyxy=(161,1129,345,1161)
branch-heading: வாகையூர் ஆதிதிராவிடர் குடியிருப்பு கிளை xyxy=(92,307,384,324)
booth-number: பாகம் – 155 xyxy=(427,1595,496,1609)
booth-text: : அதிகேஷ்ராஜ், 1, எரப்பாவூர், கடலூர். xyxy=(1226,2035,1439,2049)
branch-heading: நரசிங்கமங்கலம் வடக்கு கிளை xyxy=(1200,1244,1407,1261)
listing-paragraph: துணை அமைப்பாளர்கள் : (1) ம.கிருஷ்ணராஜ், 362/4, மேற்குத் தெரு, கொட்டாரம், திட்டக்குடி, கடலூர். (2) க.ஹரிஹரன், 497/1, காமராஜர் நகர், கொட்டாரம், திட்டக்குடி, கடலூர். (3) ர.பிரபாகரன், காமராஜ் நகர், கொட்டாரம், திட்டக்குடி, கடலூர். xyxy=(427,1233,760,1318)
listing-paragraph: அமைப்பாளர் : செ.விக்னேஷ், 65, கிழக்குத் தெரு, ஏ.அகரம், கடலூர். xyxy=(781,1435,1115,1466)
branch-heading: நரசிங்கமங்கலம் ஆதிதிராவிடர் குடியிருப்பு கிளை xyxy=(1137,1536,1470,1553)
booth-subheading: பாக அமைப்பாளர்கள் : xyxy=(173,461,303,475)
panchayat-banner xyxy=(781,1245,1115,1268)
emblem-icon xyxy=(735,54,776,95)
listing-paragraph: அமைப்பாளர் : ரா.ராஜதுரை, 1/173 தெற்குத் தெரு, வாகையூர், திட்டக்குடி, கடலூர். xyxy=(72,329,405,361)
booth-entry xyxy=(1136,2034,1471,2052)
listing-paragraph: அமைப்பாளர் : மு.கிரேந்திரன், 2/172, ஏ, பிரதான சாலை, கீழ்ச்செருவாய், திட்டக்குடி, கடலூர். xyxy=(72,1677,405,1709)
listing-paragraph: துணை அமைப்பாளர்கள் : (1) க.சுப்பரமான், 2/22, வடக்குத் தெரு, ஏ.அகரம், கடலூர். (2) பெரியகாருள், 5/355, கிழக்குத் தெரு, ஏ.அகரம், கடலூர். (3) த.சக்தி, 2/271, கிழக்குத் தெரு, ஏ.அகரம், கடலூர். xyxy=(781,1474,1115,1541)
booth-text: : மு.முருகு, கிழக்குத் தெரு, சிறுமங்கலம், கடலூர். xyxy=(1226,813,1448,844)
booth-entry xyxy=(427,770,760,823)
listing-paragraph: துணை அமைப்பாளர்கள் : (1) அ.சிவக்குமார், போத்திரமங்கலம், திட்டக்குடி, கடலூர். (2) க.செல்வமணி, போத்திரமங்கலம், திட்டக்குடி, கடலூர். (3) இ.செல்வம், போத்திரமங்கலம், திட்டக்குடி, கடலூர். xyxy=(427,921,760,988)
listing-paragraph: துணை அமைப்பாளர்கள் : (1) வெ.முத்துகுமார், 75/1/2, தெற்குத் தெரு, கோவிலூர், கடலூர். (2) கி.ரஞ்சித்குமார், 2/80, தெற்குத் தெரு, கோவிலூர், கடலூர். xyxy=(1136,944,1471,993)
listing-paragraph: அமைப்பாளர் : செ.சரவணன், 422, பிரதான சாலை, இடைச்செருவாய், திட்டக்குடி, கடலூர். xyxy=(72,1413,405,1445)
branch-heading: ஏ.அகரம் கிளை xyxy=(895,1275,1001,1292)
booth-entry xyxy=(427,1594,760,1629)
listing-paragraph: துணை அமைப்பாளர்கள் : (1) ரா.ராஜ்குமார், 20, தெற்குத் தெரு, நரசிங்கமங்கலம், எடையூர், கடலூர். (2) பொராஜராம், 42–பி. கோயில் தெரு, நரசிங்கமங்கலம், எடையூர், கடலூர். (3) வெவிக்னேஷ், 145, கோயில் தெரு, நரசிங்கமங்கலம் எடையூர், கடலூர். xyxy=(1136,1443,1471,1528)
booth-subheading: பாக அமைப்பாளர் : xyxy=(1248,1654,1359,1668)
listing-paragraph: அமைப்பாளர் : முத்துமணிவேல், வடக்குத் தெரு நரசிங்க மங்கலம், கடலூர். xyxy=(1136,1266,1471,1298)
booth-subheading: பாக அமைப்பாளர் : xyxy=(1248,330,1359,344)
booth-number: பாகம் – 156 xyxy=(427,1635,496,1649)
booth-number: பாகம் – 126 xyxy=(72,1129,141,1143)
listing-paragraph: அமைப்பாளர் : நெ.மகேந்திரன், 81, மேற்கு தெரு, எழுமாத்தூர், திட்டக்குடி, கடலூர். xyxy=(427,582,760,614)
booth-entry xyxy=(1136,1173,1471,1209)
listing-paragraph: துணை அமைப்பாளர்கள் : (1) அ.சந்தோஷ், மாரியம்மன் கோயில் தெரு, மதுரவல்லி, சிறுமங்கலம், கடலூர். (2) அ.ஹரிமூதம், மாரியம்மன் கோயில் தெரு மதுரவல்லி, சிறுமங்கலம், கடலூர். xyxy=(1136,136,1471,203)
banner-label: இடைச்செருவாய் ஊராட்சி xyxy=(145,1169,333,1192)
booth-number: பாகம் – 159 xyxy=(781,774,850,788)
listing-paragraph: துணை அமைப்பாளர்கள் : (1) தே.இந்திரகுமார், பிள்ளையார் கோயில் தெரு, எரப்பாவூர், கடலூர். (2) மு.முத்துராஜா, பெருமாள் கோயில் தெரு, எரப்பாவூர், கடலூர். (3) ரெ.சூர்யா, பெருமாள் கோயில் தெரு, எரப்பாவூர், கடலூர். xyxy=(1136,1942,1471,2009)
column-2 xyxy=(416,134,771,2333)
booth-text: : க.பெரியசாமி, 60, தெற்குத் தெரு, கோடங்குடி, திட்டக்குடி, கடலூர். xyxy=(516,733,706,764)
branch-heading: நெய்வாசல் ஆதிதிராவிடர் குடியிருப்பு கிளை xyxy=(798,522,1098,539)
